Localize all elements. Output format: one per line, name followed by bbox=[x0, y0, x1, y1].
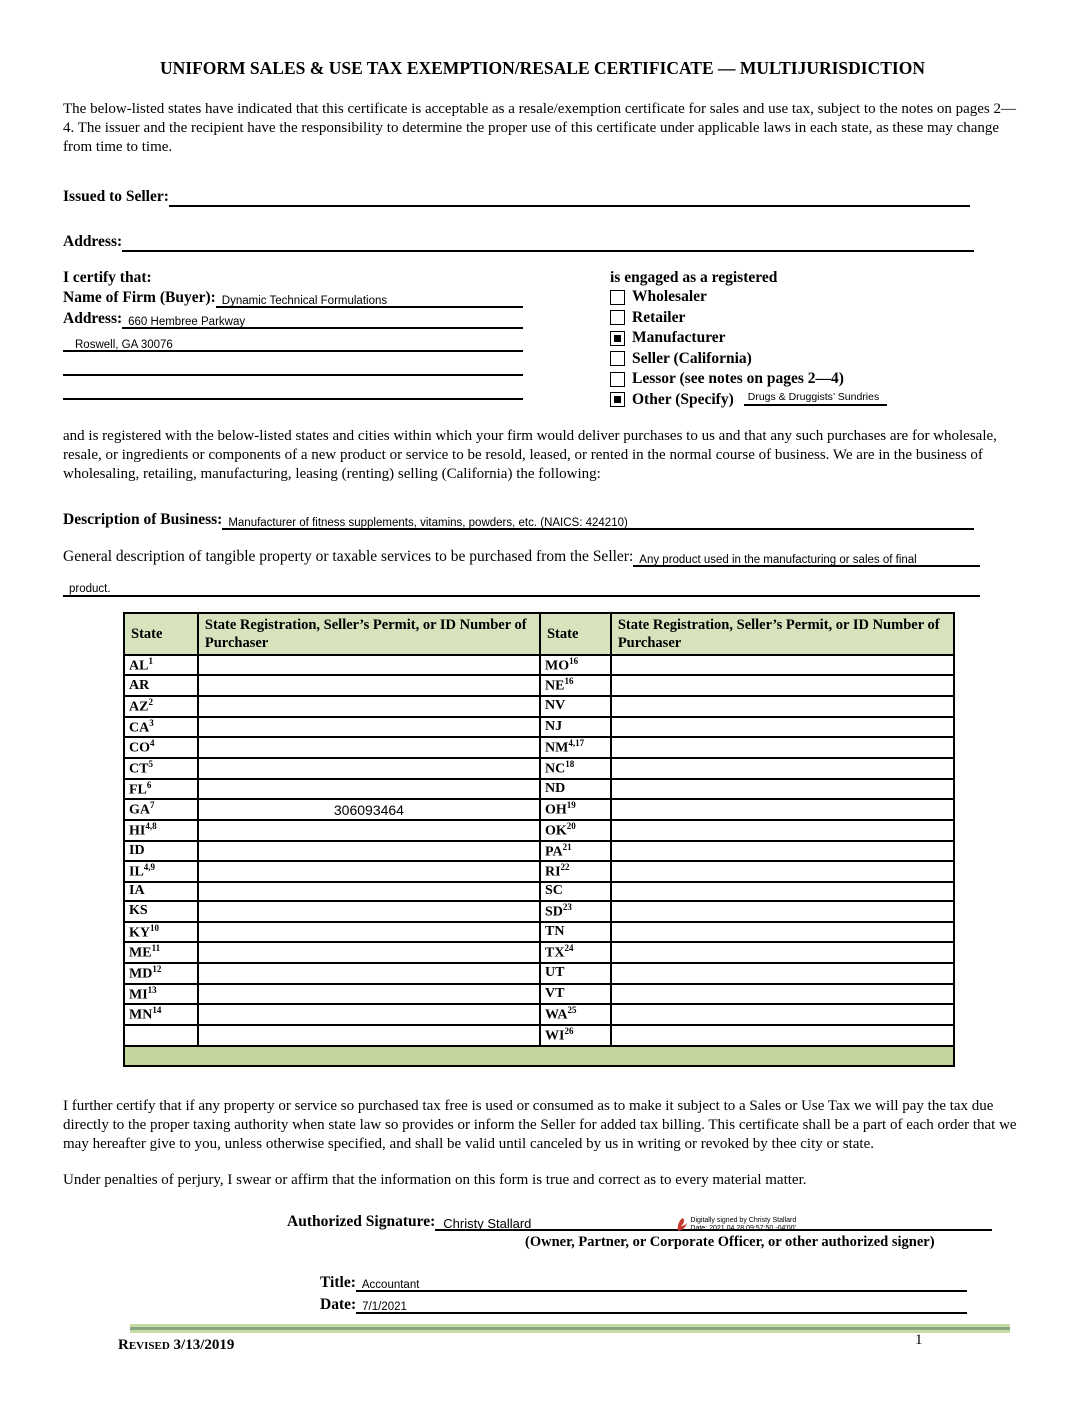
state-cell-fl: $FL^6$ bbox=[124, 779, 198, 800]
page-title: UNIFORM SALES & USE TAX EXEMPTION/RESALE CERTIFICATE — MULTIJURISDICTION bbox=[160, 58, 925, 78]
registration-field-sc[interactable] bbox=[611, 882, 954, 901]
registration-field-ky[interactable] bbox=[198, 922, 540, 943]
state-cell-sd: SD$^{23}$ bbox=[540, 901, 611, 922]
state-cell-ct: $CT^5$ bbox=[124, 758, 198, 779]
state-cell-nc: NC$^{18}$ bbox=[540, 758, 611, 779]
table-row bbox=[124, 820, 954, 841]
stamp-text: Digitally signed by Christy Stallard Date: 2021.04.28 09:57:50 -04'00' bbox=[690, 1217, 797, 1233]
issued-to-seller-label: Issued to Seller: bbox=[63, 187, 169, 205]
registration-field-nc[interactable] bbox=[611, 758, 954, 779]
state-cell-ga: $GA^7$ bbox=[124, 799, 198, 820]
title-field[interactable]: Accountant bbox=[356, 1272, 967, 1292]
state-cell-ky: KY$^{10}$ bbox=[124, 922, 198, 943]
table-row bbox=[124, 901, 954, 922]
date-field[interactable]: 7/1/2021 bbox=[356, 1294, 967, 1314]
checkbox-checked[interactable] bbox=[610, 331, 625, 346]
state-cell-id: ID bbox=[124, 841, 198, 862]
state-cell-vt: VT bbox=[540, 984, 611, 1005]
option-label: Lessor (see notes on pages 2—4) bbox=[632, 370, 844, 388]
state-cell-ut: UT bbox=[540, 963, 611, 984]
registration-field-sd[interactable] bbox=[611, 901, 954, 922]
option-label: Wholesaler bbox=[632, 288, 707, 306]
buyer-address-blank-field-1[interactable] bbox=[63, 352, 523, 376]
state-cell-empty bbox=[124, 1025, 198, 1046]
state-cell-mo: MO$^{16}$ bbox=[540, 655, 611, 676]
state-cell-il: IL$^{4,9}$ bbox=[124, 861, 198, 882]
registration-field-pa[interactable] bbox=[611, 841, 954, 862]
registration-field-co[interactable] bbox=[198, 737, 540, 758]
registered-option-wholesaler bbox=[610, 287, 1022, 308]
registration-field-nj[interactable] bbox=[611, 717, 954, 738]
authorized-signature-line bbox=[287, 1207, 1022, 1231]
firm-name-label: Name of Firm (Buyer): bbox=[63, 289, 216, 307]
footer-divider-bar bbox=[130, 1324, 1010, 1333]
state-cell-ca: $CA^3$ bbox=[124, 717, 198, 738]
registration-field-vt[interactable] bbox=[611, 984, 954, 1005]
page-number: 1 bbox=[915, 1332, 923, 1348]
registration-field-hi[interactable] bbox=[198, 820, 540, 841]
state-cell-md: MD$^{12}$ bbox=[124, 963, 198, 984]
signature-name: Christy Stallard bbox=[443, 1216, 532, 1232]
registration-field-az[interactable] bbox=[198, 696, 540, 717]
table-row bbox=[124, 1025, 954, 1046]
registration-field-fl[interactable] bbox=[198, 779, 540, 800]
issued-to-seller-field[interactable] bbox=[169, 187, 970, 207]
intro-paragraph: The below-listed states have indicated that this certificate is acceptable as a resale/exemption certificate for sales and use tax, subject to the notes on pages 2—4. The issuer and the recipient have the responsibility to determine the proper use of this certificate under applicable laws in each state, as these may change from time to time. bbox=[63, 101, 1016, 156]
registration-field-wi[interactable] bbox=[611, 1025, 954, 1046]
registration-field-al[interactable] bbox=[198, 655, 540, 676]
state-cell-nv: NV bbox=[540, 696, 611, 717]
table-row bbox=[124, 942, 954, 963]
registration-field-tx[interactable] bbox=[611, 942, 954, 963]
state-cell-mi: MI$^{13}$ bbox=[124, 984, 198, 1005]
state-cell-pa: PA$^{21}$ bbox=[540, 841, 611, 862]
header-state-right: State bbox=[540, 613, 611, 655]
table-row bbox=[124, 799, 954, 820]
checkbox-unchecked[interactable] bbox=[610, 372, 625, 387]
state-cell-hi: HI$^{4,8}$ bbox=[124, 820, 198, 841]
state-cell-ar: AR bbox=[124, 675, 198, 696]
state-cell-ks: KS bbox=[124, 901, 198, 922]
buyer-address-line2-field[interactable]: Roswell, GA 30076 bbox=[63, 329, 523, 352]
issued-to-seller-line bbox=[63, 187, 1022, 207]
buyer-address-label: Address: bbox=[63, 310, 123, 328]
state-cell-ri: RI$^{22}$ bbox=[540, 861, 611, 882]
table-footer-cell bbox=[124, 1046, 954, 1066]
state-cell-mn: MN$^{14}$ bbox=[124, 1004, 198, 1025]
registration-field-oh[interactable] bbox=[611, 799, 954, 820]
authorized-signature-label: Authorized Signature: bbox=[287, 1212, 436, 1230]
table-row bbox=[124, 779, 954, 800]
option-label: Seller (California) bbox=[632, 349, 752, 367]
registration-field-ne[interactable] bbox=[611, 675, 954, 696]
description-of-business-field[interactable]: Manufacturer of fitness supplements, vitamins, powders, etc. (NAICS: 424210) bbox=[222, 510, 974, 530]
registration-field-tn[interactable] bbox=[611, 922, 954, 943]
registration-field-ri[interactable] bbox=[611, 861, 954, 882]
registration-field-ga[interactable]: 306093464 bbox=[198, 799, 540, 820]
registration-field-ut[interactable] bbox=[611, 963, 954, 984]
date-line bbox=[320, 1294, 1022, 1314]
state-cell-co: $CO^4$ bbox=[124, 737, 198, 758]
table-row bbox=[124, 737, 954, 758]
state-cell-sc: SC bbox=[540, 882, 611, 901]
state-cell-ne: NE$^{16}$ bbox=[540, 675, 611, 696]
registered-paragraph: and is registered with the below-listed states and cities within which your firm would deliver purchases to us and that any such purchases are for wholesale, resale, or ingredients or components of a new product or service to be resold, leased, or rented in the normal course of business. We are in the business of wholesaling, retailing, manufacturing, leasing (renting) selling (California) the following: bbox=[63, 427, 997, 483]
state-cell-wi: WI$^{26}$ bbox=[540, 1025, 611, 1046]
table-row bbox=[124, 984, 954, 1005]
state-cell-wa: WA$^{25}$ bbox=[540, 1004, 611, 1025]
digital-signature-icon bbox=[676, 1217, 688, 1233]
general-description-field[interactable]: Any product used in the manufacturing or sales of final bbox=[633, 547, 980, 567]
general-description-label: General description of tangible property or taxable services to be purchased from the Seller: bbox=[63, 547, 634, 565]
table-row bbox=[124, 696, 954, 717]
further-certify-paragraph: I further certify that if any property or service so purchased tax free is used or consumed as to make it subject to a Sales or Use Tax we will pay the tax due directly to the proper taxing authority when state law so provides or inform the Seller for added tax billing. This certificate shall be a part of each order that we may hereafter give to you, unless otherwise specified, and shall be valid until canceled by us in writing or revoked by thee city or state. bbox=[63, 1097, 1017, 1152]
general-description-line bbox=[63, 547, 1022, 567]
table-row bbox=[124, 717, 954, 738]
authorized-signature-field[interactable] bbox=[435, 1207, 992, 1231]
registration-field-md[interactable] bbox=[198, 963, 540, 984]
table-row bbox=[124, 882, 954, 901]
table-row bbox=[124, 963, 954, 984]
description-of-business-line bbox=[63, 510, 1022, 530]
registration-field-ca[interactable] bbox=[198, 717, 540, 738]
registration-field-mn[interactable] bbox=[198, 1004, 540, 1025]
certify-heading: I certify that: bbox=[63, 268, 152, 286]
registration-field-nv[interactable] bbox=[611, 696, 954, 717]
certify-right-column bbox=[610, 268, 1022, 410]
registration-field-mo[interactable] bbox=[611, 655, 954, 676]
registration-field-id[interactable] bbox=[198, 841, 540, 862]
date-label: Date: bbox=[320, 1295, 357, 1313]
state-cell-tn: TN bbox=[540, 922, 611, 943]
state-cell-tx: TX$^{24}$ bbox=[540, 942, 611, 963]
state-cell-ia: IA bbox=[124, 882, 198, 901]
checkbox-unchecked[interactable] bbox=[610, 290, 625, 305]
table-row bbox=[124, 841, 954, 862]
revised-date: Revised 3/13/2019 bbox=[118, 1337, 235, 1354]
registration-field-ok[interactable] bbox=[611, 820, 954, 841]
registration-field-ks[interactable] bbox=[198, 901, 540, 922]
registration-field-il[interactable] bbox=[198, 861, 540, 882]
state-cell-az: $AZ^2$ bbox=[124, 696, 198, 717]
registered-heading: is engaged as a registered bbox=[610, 268, 778, 286]
signer-sub-label: (Owner, Partner, or Corporate Officer, or other authorized signer) bbox=[525, 1234, 935, 1251]
table-row bbox=[124, 758, 954, 779]
checkbox-unchecked[interactable] bbox=[610, 310, 625, 325]
state-cell-oh: OH$^{19}$ bbox=[540, 799, 611, 820]
description-of-business-label: Description of Business: bbox=[63, 510, 223, 528]
registration-field-mi[interactable] bbox=[198, 984, 540, 1005]
general-description-field2[interactable]: product. bbox=[63, 573, 980, 597]
registration-field-me[interactable] bbox=[198, 942, 540, 963]
table-header-row bbox=[124, 613, 954, 655]
option-specify-field[interactable]: Drugs & Druggists’ Sundries bbox=[744, 391, 888, 406]
state-cell-al: $AL^1$ bbox=[124, 655, 198, 676]
title-line bbox=[320, 1272, 1022, 1292]
general-description-line2 bbox=[63, 573, 1022, 597]
table-row bbox=[124, 922, 954, 943]
registration-field-nm[interactable] bbox=[611, 737, 954, 758]
registration-field-ar[interactable] bbox=[198, 675, 540, 696]
checkbox-unchecked[interactable] bbox=[610, 351, 625, 366]
title-label: Title: bbox=[320, 1273, 356, 1291]
option-label: Retailer bbox=[632, 308, 686, 326]
certify-left-column bbox=[63, 268, 523, 410]
registration-field-wa[interactable] bbox=[611, 1004, 954, 1025]
option-label: Other (Specify) bbox=[632, 390, 734, 408]
state-cell-me: ME$^{11}$ bbox=[124, 942, 198, 963]
header-registration-left: State Registration, Seller’s Permit, or ID Number of Purchaser bbox=[198, 613, 540, 655]
option-label: Manufacturer bbox=[632, 329, 726, 347]
state-cell-ok: OK$^{20}$ bbox=[540, 820, 611, 841]
registration-field-ct[interactable] bbox=[198, 758, 540, 779]
firm-name-field[interactable]: Dynamic Technical Formulations bbox=[216, 288, 523, 308]
state-cell-nj: NJ bbox=[540, 717, 611, 738]
table-footer-row bbox=[124, 1046, 954, 1066]
certify-section bbox=[63, 268, 1022, 410]
buyer-address-line bbox=[63, 308, 523, 329]
registered-options bbox=[610, 287, 1022, 410]
table-row bbox=[124, 861, 954, 882]
registered-option-seller-california bbox=[610, 348, 1022, 369]
registered-option-lessor-see-notes-on-pages-2-4 bbox=[610, 369, 1022, 390]
perjury-statement: Under penalties of perjury, I swear or affirm that the information on this form is true and correct as to every material matter. bbox=[63, 1172, 807, 1189]
seller-address-field[interactable] bbox=[122, 232, 974, 252]
checkbox-checked[interactable] bbox=[610, 392, 625, 407]
seller-address-label: Address: bbox=[63, 232, 123, 250]
registration-field-ia[interactable] bbox=[198, 882, 540, 901]
seller-address-line bbox=[63, 232, 1022, 252]
table-row bbox=[124, 655, 954, 676]
state-cell-nd: ND bbox=[540, 779, 611, 800]
table-row bbox=[124, 675, 954, 696]
registration-field[interactable] bbox=[198, 1025, 540, 1046]
registration-field-nd[interactable] bbox=[611, 779, 954, 800]
header-state-left: State bbox=[124, 613, 198, 655]
buyer-address-field[interactable]: 660 Hembree Parkway bbox=[122, 309, 523, 329]
registered-option-other-specify bbox=[610, 389, 1022, 410]
digital-signature-stamp bbox=[676, 1217, 796, 1233]
registered-option-manufacturer bbox=[610, 328, 1022, 349]
firm-name-line bbox=[63, 287, 523, 308]
state-registration-table bbox=[123, 612, 955, 1067]
buyer-address-blank-field-2[interactable] bbox=[63, 376, 523, 400]
header-registration-right: State Registration, Seller’s Permit, or ID Number of Purchaser bbox=[611, 613, 954, 655]
table-row bbox=[124, 1004, 954, 1025]
registered-option-retailer bbox=[610, 307, 1022, 328]
state-cell-nm: NM$^{4,17}$ bbox=[540, 737, 611, 758]
